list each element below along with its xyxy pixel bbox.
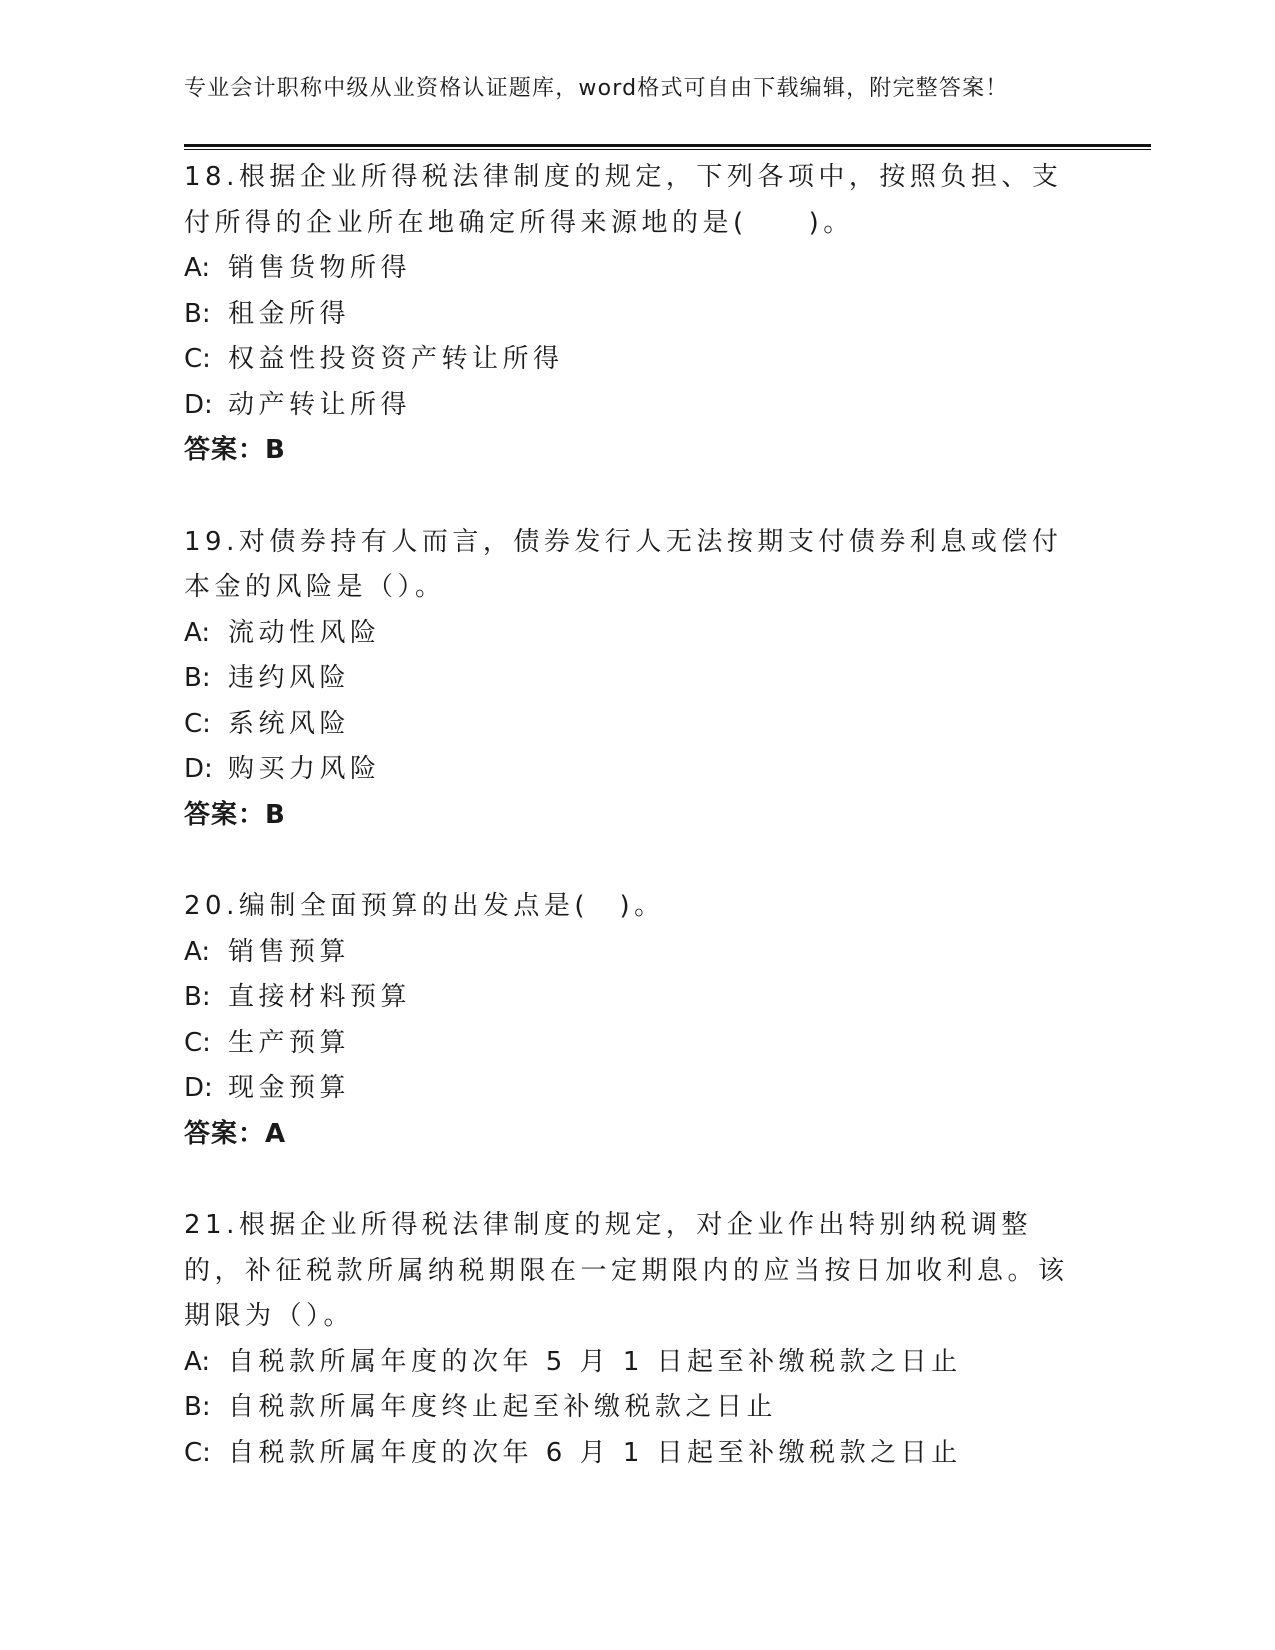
answer-option <box>184 1021 1084 1067</box>
option-letter: A: <box>184 936 211 967</box>
answer-value: A <box>265 1118 287 1149</box>
answer-option <box>184 702 1084 748</box>
answer-option <box>184 337 1084 383</box>
option-text: 动产转让所得 <box>228 389 412 420</box>
option-letter: B: <box>184 298 211 329</box>
option-letter: C: <box>184 1437 211 1468</box>
question-stem: 19.对债券持有人而言，债券发行人无法按期支付债券利息或偿付本金的风险是（）。 <box>184 526 1063 602</box>
option-text: 现金预算 <box>228 1073 351 1103</box>
option-text: 流动性风险 <box>228 617 381 648</box>
question-stem: 21.根据企业所得税法律制度的规定，对企业作出特别纳税调整的，补征税款所属纳税期限在一定期限内的应当按日加收利息。该期限为（）。 <box>184 1210 1069 1331</box>
question-block <box>184 520 1084 839</box>
option-text: 销售货物所得 <box>228 253 412 283</box>
answer-option <box>184 1385 1084 1431</box>
option-text: 自税款所属年度的次年 5 月 1 日起至补缴税款之日止 <box>228 1346 962 1377</box>
question-block <box>184 884 1084 1157</box>
option-letter: C: <box>184 1027 211 1058</box>
answer-option <box>184 975 1084 1021</box>
question-stem: 18.根据企业所得税法律制度的规定，下列各项中，按照负担、支付所得的企业所在地确定所得来源地的是( )。 <box>184 162 1063 238</box>
option-text: 租金所得 <box>228 298 351 329</box>
option-text: 购买力风险 <box>228 754 381 784</box>
answer-option <box>184 246 1084 292</box>
answer-option <box>184 656 1084 702</box>
option-text: 自税款所属年度的次年 6 月 1 日起至补缴税款之日止 <box>228 1437 962 1468</box>
question-block <box>184 1203 1084 1476</box>
option-letter: D: <box>184 754 213 784</box>
header-rule-thick <box>184 144 1151 147</box>
answer-line <box>184 428 1084 474</box>
answer-option <box>184 1340 1084 1386</box>
page-header: 专业会计职称中级从业资格认证题库，word格式可自由下载编辑，附完整答案！ <box>184 76 1009 101</box>
option-text: 违约风险 <box>228 663 351 693</box>
header-rule-thin <box>184 149 1151 150</box>
option-letter: A: <box>184 1346 211 1377</box>
option-letter: D: <box>184 389 213 420</box>
answer-option <box>184 747 1084 793</box>
answer-option <box>184 1431 1084 1477</box>
answer-value: B <box>265 435 286 465</box>
option-text: 生产预算 <box>228 1027 351 1058</box>
option-text: 系统风险 <box>228 708 351 739</box>
answer-option <box>184 383 1084 429</box>
answer-option <box>184 1066 1084 1112</box>
answer-line <box>184 1112 1084 1158</box>
answer-option <box>184 292 1084 338</box>
answer-option <box>184 611 1084 657</box>
answer-label: 答案： <box>184 435 266 465</box>
option-letter: C: <box>184 344 211 374</box>
option-text: 权益性投资资产转让所得 <box>228 344 564 374</box>
option-letter: B: <box>184 663 211 693</box>
option-letter: C: <box>184 708 211 739</box>
question-stem: 20.编制全面预算的出发点是( )。 <box>184 891 665 921</box>
option-letter: B: <box>184 1392 211 1422</box>
answer-value: B <box>265 799 286 830</box>
option-letter: A: <box>184 253 211 283</box>
option-letter: B: <box>184 982 211 1012</box>
question-block <box>184 155 1084 474</box>
option-text: 销售预算 <box>228 936 351 967</box>
option-letter: A: <box>184 617 211 648</box>
option-text: 直接材料预算 <box>228 982 412 1012</box>
answer-line <box>184 793 1084 839</box>
option-letter: D: <box>184 1073 213 1103</box>
answer-label: 答案： <box>184 799 266 830</box>
answer-option <box>184 930 1084 976</box>
option-text: 自税款所属年度终止起至补缴税款之日止 <box>228 1392 778 1422</box>
answer-label: 答案： <box>184 1118 266 1149</box>
question-list <box>184 155 1084 1522</box>
